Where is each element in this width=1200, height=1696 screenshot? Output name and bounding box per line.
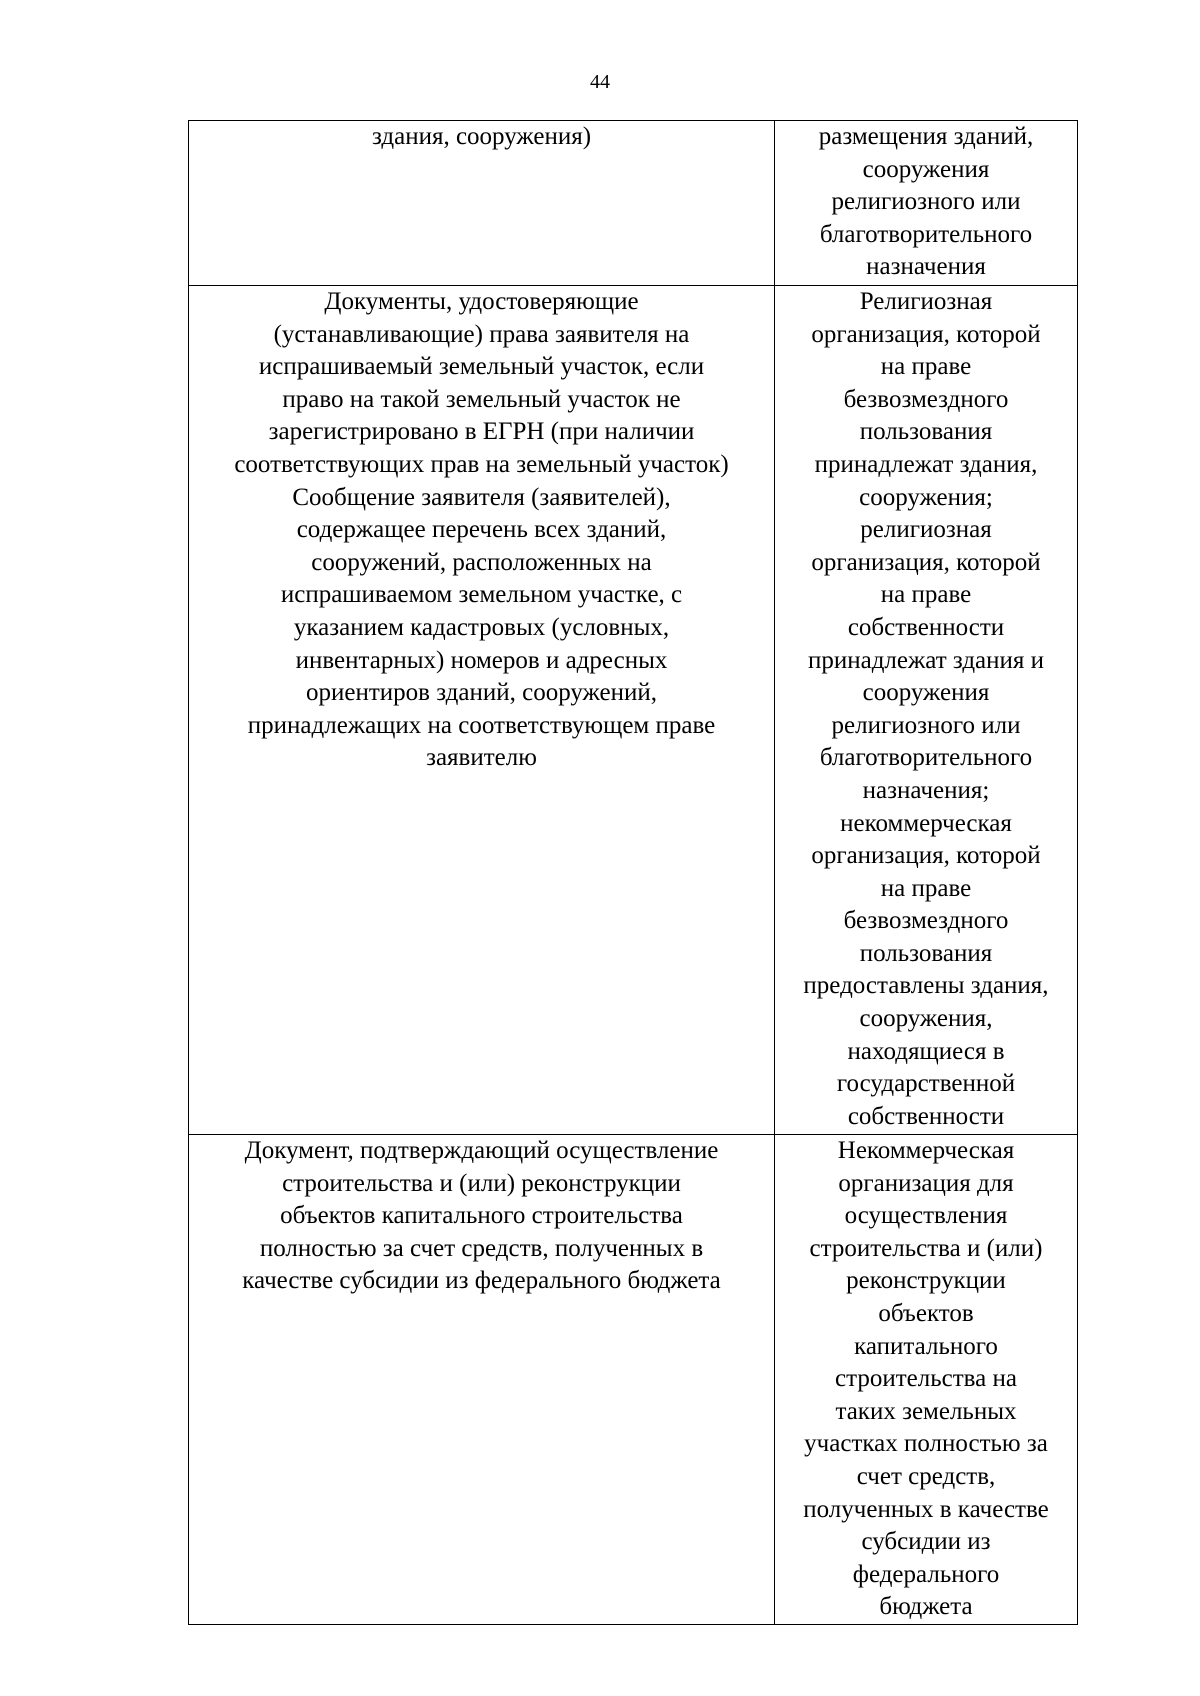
document-table (188, 120, 1078, 1625)
table-row (189, 121, 1078, 286)
applicant-text: Религиозная организация, которой на праве безвозмездного пользования принадлежат здания, сооружения; религиозная организация, которой на праве собственности принадлежат здания и сооружения религиозного или благотворительного назначения; некоммерческая организация, которой на праве безвозмездного пользования предоставлены здания, сооружения, находящиеся в государственной собственности (803, 288, 1049, 1130)
documents-text: Документы, удостоверяющие (устанавливающие) права заявителя на испрашиваемый земельный участок, если право на такой земельный участок не зарегистрировано в ЕГРН (при наличии соответствующих прав на земельный участок) Сообщение заявителя (заявителей), содержащее перечень всех зданий, сооружений, расположенных на испрашиваемом земельном участке, с указанием кадастровых (условных, инвентарных) номеров и адресных ориентиров зданий, сооружений, принадлежащих на соответствующем праве заявителю (234, 288, 729, 772)
documents-cell (189, 286, 775, 1135)
documents-text: здания, сооружения) (371, 123, 592, 150)
documents-cell (189, 1135, 775, 1625)
applicant-cell (775, 121, 1078, 286)
applicant-text: размещения зданий, сооружения религиозного или благотворительного назначения (818, 123, 1034, 281)
documents-cell (189, 121, 775, 286)
table-row (189, 286, 1078, 1135)
applicant-cell (775, 286, 1078, 1135)
documents-text: Документ, подтверждающий осуществление строительства и (или) реконструкции объектов капитального строительства полностью за счет средств, полученных в качестве субсидии из федерального бюджета (242, 1137, 721, 1295)
applicant-text: Некоммерческая организация для осуществления строительства и (или) реконструкции объектов капитального строительства на таких земельных участках полностью за счет средств, полученных в качестве субсидии из федерального бюджета (803, 1137, 1049, 1621)
applicant-cell (775, 1135, 1078, 1625)
table-row (189, 1135, 1078, 1625)
page-number: 44 (590, 71, 610, 93)
